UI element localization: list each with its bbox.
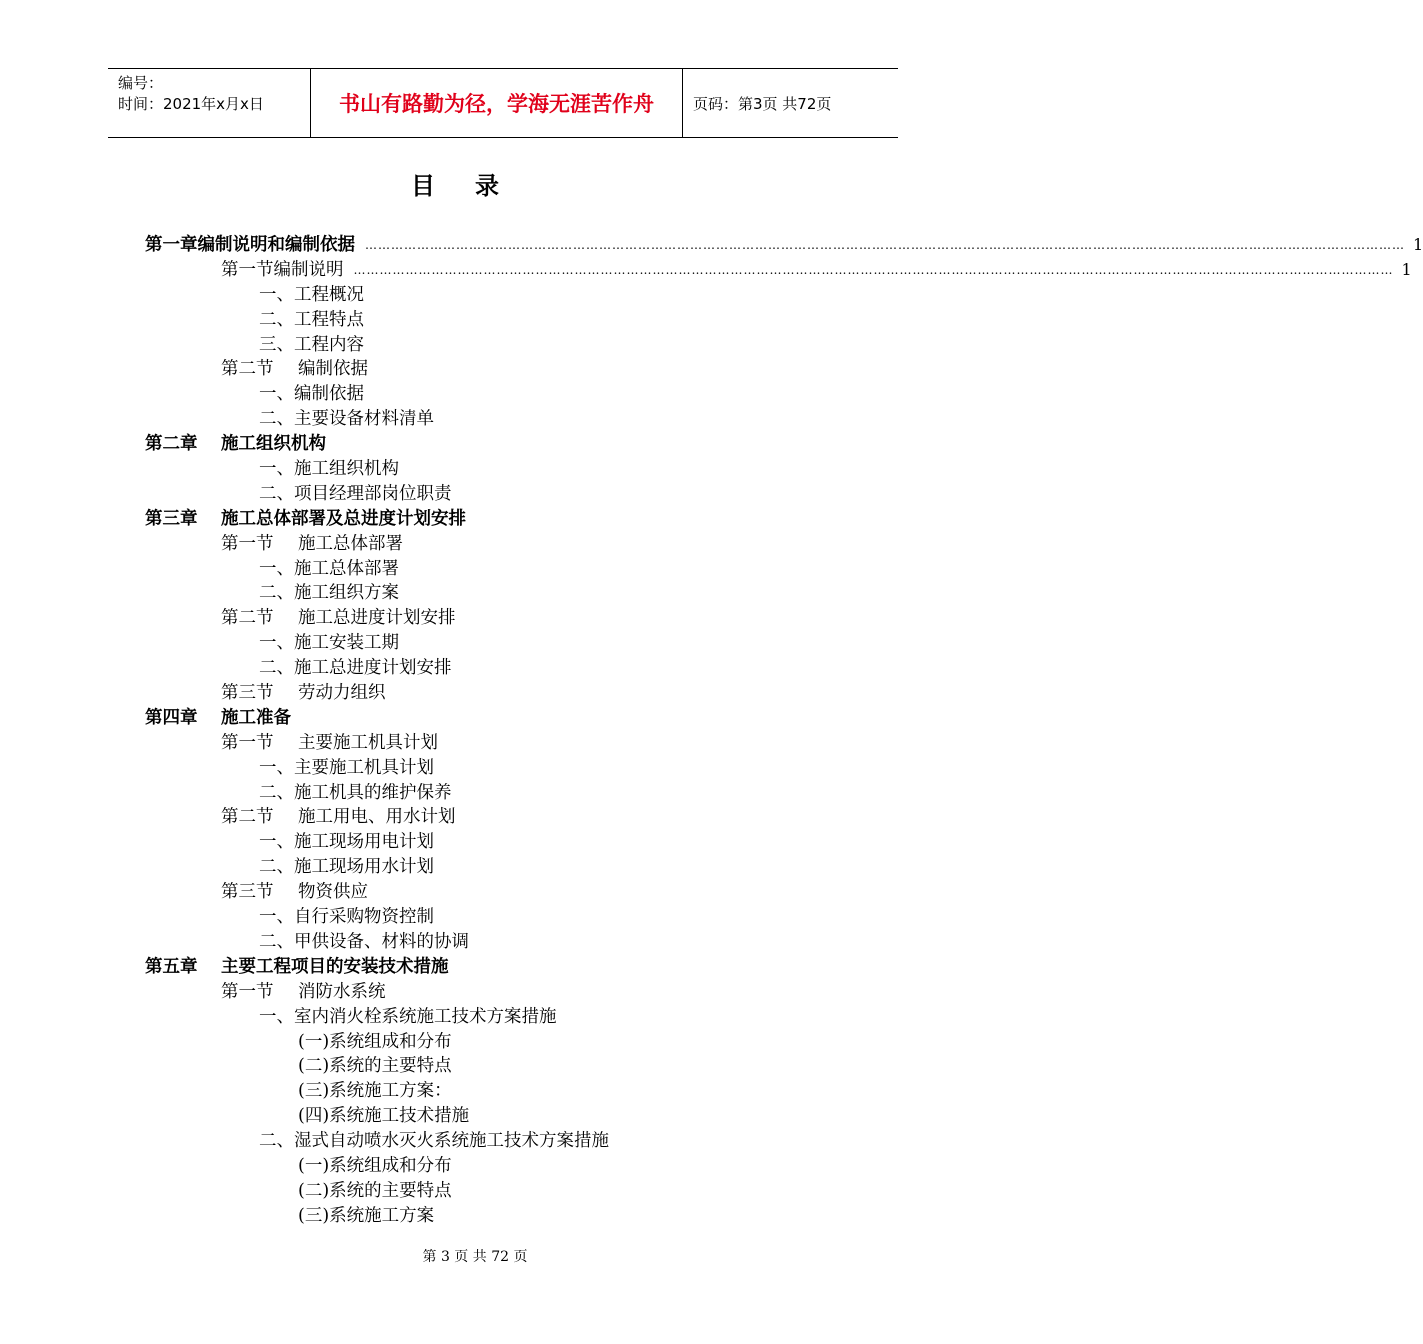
toc-entry-title: 消防水系统 [298, 981, 386, 1002]
toc-entry-title: (三)系统施工方案 [298, 1205, 435, 1226]
toc-entry-number: 第一节 [221, 533, 274, 554]
toc-sub-row[interactable] [145, 1154, 855, 1179]
toc-sub-row[interactable] [145, 1204, 855, 1229]
toc-sub-row[interactable] [145, 1104, 855, 1129]
toc-entry-title: 施工总进度计划安排 [298, 608, 456, 629]
toc-entry-title: 编制依据 [298, 359, 368, 380]
toc-section-row[interactable] [145, 606, 855, 631]
toc-entry-number: 第一节 [221, 732, 274, 753]
toc-section-row[interactable] [145, 681, 855, 706]
toc-item-row[interactable] [145, 905, 855, 930]
toc-chapter-row[interactable] [145, 955, 855, 980]
toc-sub-row[interactable] [145, 1179, 855, 1204]
toc-entry-title: 一、室内消火栓系统施工技术方案措施 [259, 1006, 557, 1027]
toc-entry-title: 编制说明 [273, 259, 344, 280]
toc-item-row[interactable] [145, 656, 855, 681]
toc-entry-title: (二)系统的主要特点 [298, 1180, 452, 1201]
toc-sub-row[interactable] [145, 1054, 855, 1079]
page-title: 目录 [411, 172, 539, 200]
toc-section-row[interactable] [145, 805, 855, 830]
toc-entry-title: 一、自行采购物资控制 [259, 907, 434, 928]
toc-sub-row[interactable] [145, 1030, 855, 1055]
toc-dot-leader: …………………………………………………………………………………………………………………………………………………………………………………………………………………… [353, 262, 1394, 277]
toc-item-row[interactable] [145, 283, 855, 308]
toc-entry-title: 一、工程概况 [259, 284, 364, 305]
toc-item-row[interactable] [145, 457, 855, 482]
toc-entry-title: 二、施工机具的维护保养 [259, 782, 452, 803]
toc-entry-title: (三)系统施工方案： [298, 1081, 452, 1102]
toc-entry-number: 第一章 [145, 235, 198, 255]
page-footer: 第 3 页 共 72 页 [422, 1249, 528, 1265]
toc-entry-title: (一)系统组成和分布 [298, 1031, 452, 1052]
toc-item-row[interactable] [145, 930, 855, 955]
toc-entry-title: 主要施工机具计划 [298, 732, 438, 753]
toc-dot-leader: …………………………………………………………………………………………………………………………………………………………………………………………………………………… [365, 238, 1405, 252]
toc-item-row[interactable] [145, 781, 855, 806]
toc-entry-title: 一、施工组织机构 [259, 459, 399, 480]
toc-entry-title: 三、工程内容 [259, 334, 364, 355]
toc-entry-title: 二、施工组织方案 [259, 583, 399, 604]
toc-entry-number: 第一节 [221, 259, 274, 280]
toc-item-row[interactable] [145, 830, 855, 855]
toc-section-row[interactable] [145, 731, 855, 756]
toc-entry-title: 二、项目经理部岗位职责 [259, 483, 452, 504]
toc-section-row[interactable] [145, 532, 855, 557]
toc-entry-title: 一、编制依据 [259, 384, 364, 405]
toc-section-row[interactable] [145, 357, 855, 382]
toc-entry-number: 第二章 [145, 434, 198, 455]
toc-entry-title: 施工组织机构 [221, 434, 326, 455]
toc-entry-title: 二、甲供设备、材料的协调 [259, 931, 469, 952]
toc-entry-title: 施工总体部署 [298, 533, 403, 554]
toc-entry-title: 施工准备 [221, 707, 291, 728]
toc-item-row[interactable] [145, 308, 855, 333]
toc-entry-number: 第三章 [145, 508, 198, 529]
toc-entry-number: 第二节 [221, 608, 274, 629]
toc-entry-title: 二、施工总进度计划安排 [259, 658, 452, 679]
toc-entry-title: 二、湿式自动喷水灭火系统施工技术方案措施 [259, 1131, 609, 1152]
toc-entry-title: (一)系统组成和分布 [298, 1155, 452, 1176]
header-page-info: 页码：第3页 共72页 [693, 94, 832, 113]
toc-entry-number: 第一节 [221, 981, 274, 1002]
toc-item-row[interactable] [145, 1005, 855, 1030]
toc-chapter-row[interactable] [145, 233, 1423, 258]
toc-chapter-row[interactable] [145, 432, 855, 457]
toc-page-number: 1 [1401, 259, 1412, 279]
toc-item-row[interactable] [145, 482, 855, 507]
toc-chapter-row[interactable] [145, 507, 855, 532]
toc-entry-title: 施工用电、用水计划 [298, 807, 456, 828]
toc-entry-title: 主要工程项目的安装技术措施 [221, 956, 449, 977]
toc-entry-title: 施工总体部署及总进度计划安排 [221, 508, 466, 529]
toc-entry-number: 第二节 [221, 359, 274, 380]
toc-entry-title: 二、主要设备材料清单 [259, 409, 434, 430]
toc-page-number: 1 [1413, 235, 1423, 254]
toc-section-row[interactable] [145, 880, 855, 905]
toc-entry-number: 第三节 [221, 882, 274, 903]
toc-entry-number: 第四章 [145, 707, 198, 728]
document-date-label: 时间：2021年x月x日 [118, 95, 264, 113]
table-of-contents [145, 233, 1423, 1229]
toc-entry-title: (四)系统施工技术措施 [298, 1106, 470, 1127]
toc-entry-title: 一、施工安装工期 [259, 633, 399, 654]
toc-item-row[interactable] [145, 756, 855, 781]
page-header [108, 68, 898, 138]
toc-entry-title: 一、施工总体部署 [259, 558, 399, 579]
toc-item-row[interactable] [145, 855, 855, 880]
toc-item-row[interactable] [145, 407, 855, 432]
toc-entry-title: 一、施工现场用电计划 [259, 832, 434, 853]
toc-item-row[interactable] [145, 557, 855, 582]
toc-entry-title: (二)系统的主要特点 [298, 1056, 452, 1077]
toc-chapter-row[interactable] [145, 706, 855, 731]
header-meta [108, 69, 311, 137]
toc-entry-title: 一、主要施工机具计划 [259, 757, 434, 778]
toc-section-row[interactable] [145, 258, 1412, 283]
toc-entry-title: 物资供应 [298, 882, 368, 903]
toc-item-row[interactable] [145, 333, 855, 358]
toc-item-row[interactable] [145, 1129, 855, 1154]
toc-item-row[interactable] [145, 581, 855, 606]
toc-sub-row[interactable] [145, 1079, 855, 1104]
toc-entry-number: 第五章 [145, 956, 198, 977]
toc-entry-title: 劳动力组织 [298, 683, 386, 704]
toc-entry-title: 编制说明和编制依据 [197, 235, 355, 255]
toc-item-row[interactable] [145, 382, 855, 407]
toc-entry-title: 二、施工现场用水计划 [259, 857, 434, 878]
header-motto: 书山有路勤为径，学海无涯苦作舟 [311, 69, 683, 137]
toc-section-row[interactable] [145, 980, 855, 1005]
toc-entry-number: 第二节 [221, 807, 274, 828]
toc-item-row[interactable] [145, 631, 855, 656]
document-number-label: 编号： [118, 74, 164, 92]
toc-entry-title: 二、工程特点 [259, 309, 364, 330]
toc-entry-number: 第三节 [221, 683, 274, 704]
